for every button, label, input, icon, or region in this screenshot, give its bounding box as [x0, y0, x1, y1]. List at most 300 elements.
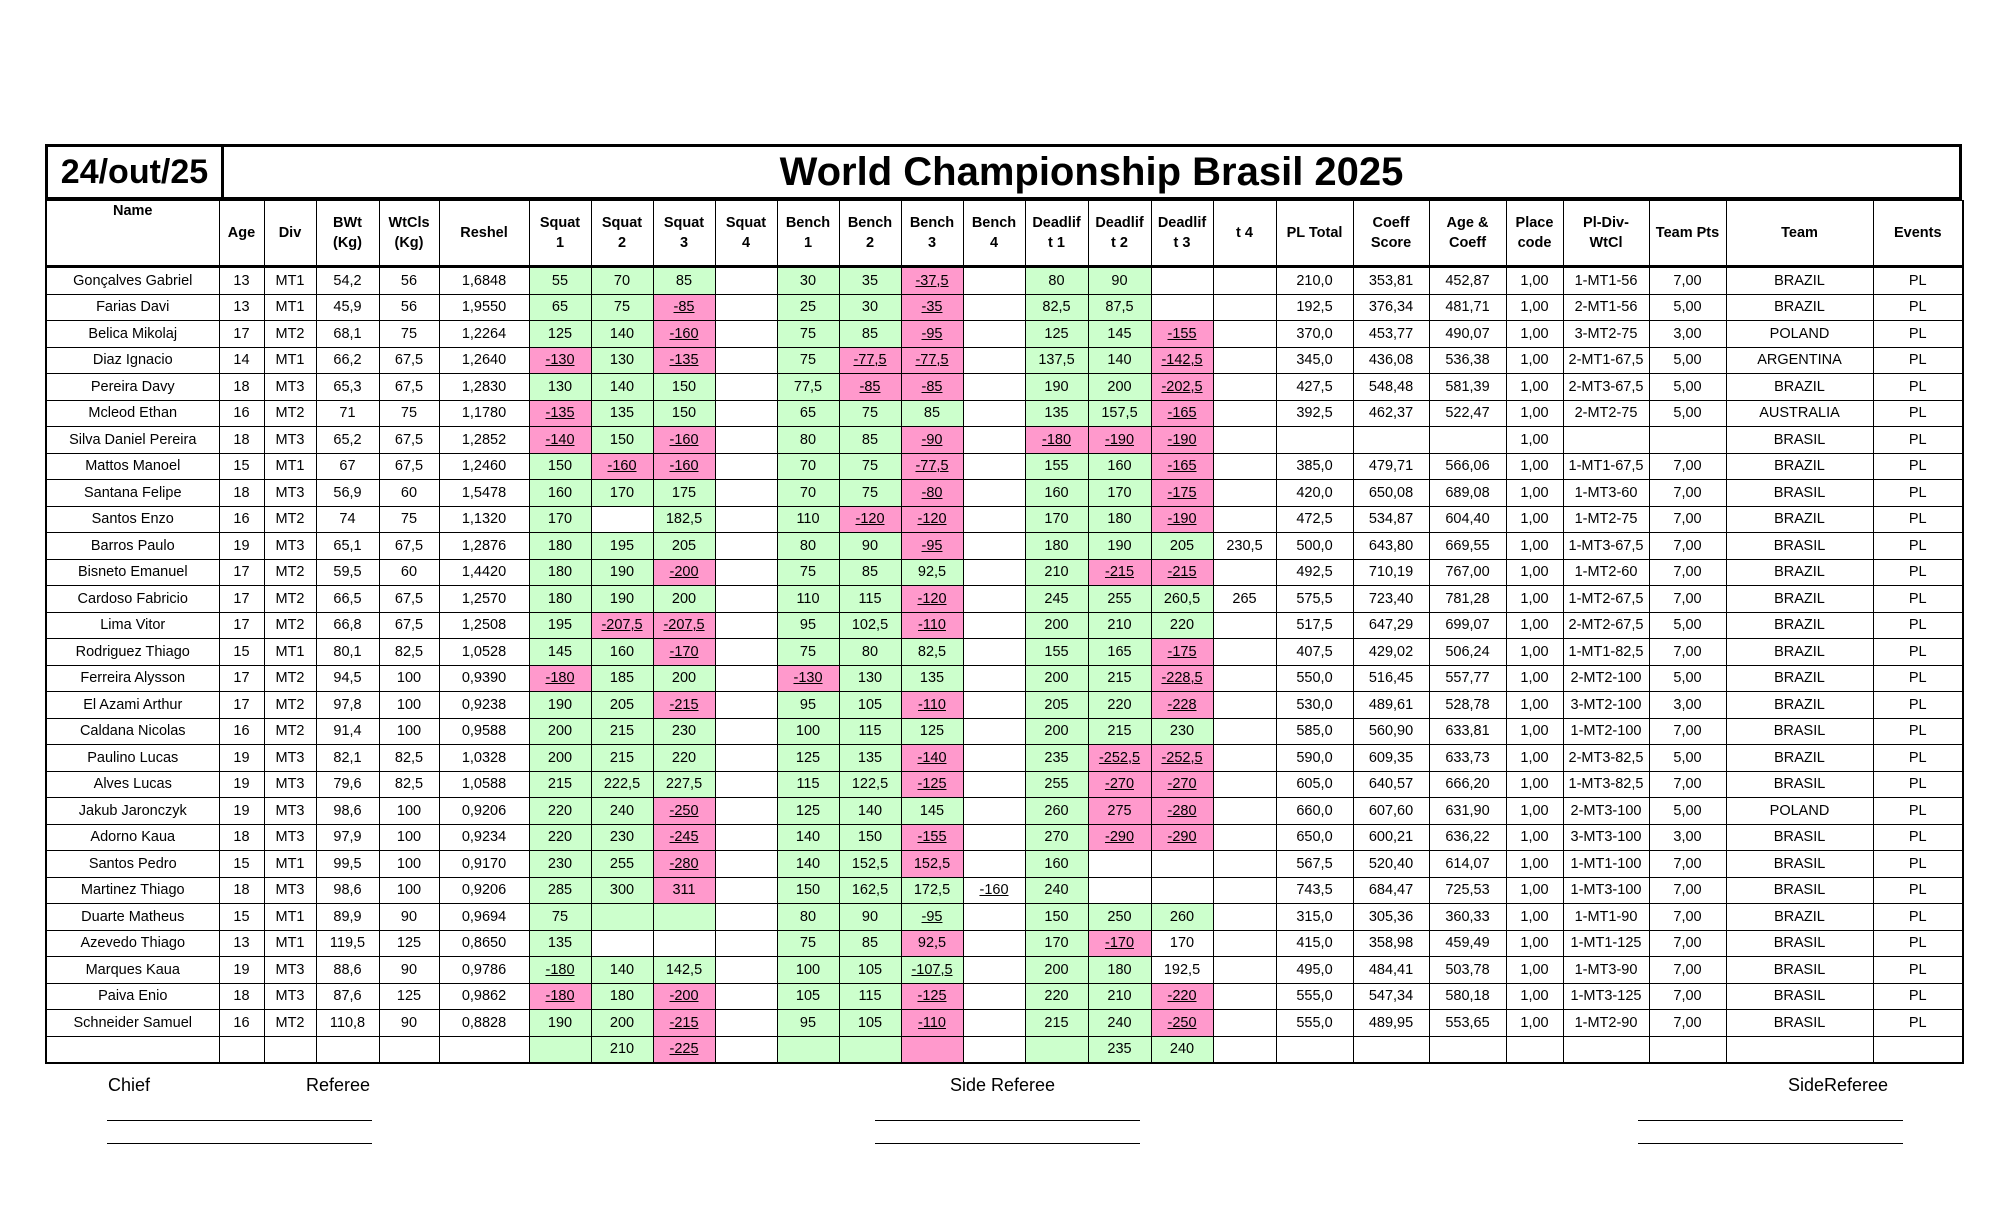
reshel-coeff: 1,2508 — [439, 612, 529, 639]
lift-attempt-cell — [1151, 1010, 1213, 1037]
pl-total: 555,0 — [1276, 983, 1353, 1010]
body-weight: 119,5 — [316, 930, 379, 957]
lift-attempt-cell — [653, 877, 715, 904]
division: MT2 — [264, 665, 316, 692]
age: 15 — [219, 851, 264, 878]
lift-attempt-value: -85 — [673, 299, 695, 316]
lift-attempt-cell — [529, 930, 591, 957]
place-code: 1,00 — [1506, 374, 1563, 401]
table-row — [46, 718, 1963, 745]
coeff-score: 305,36 — [1353, 904, 1429, 931]
lift-attempt-value: 220 — [671, 749, 697, 766]
pl-total: 192,5 — [1276, 294, 1353, 321]
lift-attempt-value: 220 — [547, 802, 573, 819]
lift-attempt-cell — [653, 824, 715, 851]
lift-attempt-value: 255 — [1107, 590, 1132, 607]
lift-attempt-value: 210 — [1044, 564, 1069, 581]
lift-attempt-cell — [839, 692, 901, 719]
lift-attempt-value: 75 — [799, 935, 817, 952]
lift-attempt-cell — [653, 904, 715, 931]
reshel-coeff: 0,8650 — [439, 930, 529, 957]
lift-attempt-value: 255 — [609, 855, 635, 872]
team-points: 7,00 — [1649, 930, 1726, 957]
lift-attempt-value: -207,5 — [601, 617, 643, 634]
lift-attempt-cell — [963, 718, 1025, 745]
results-table — [45, 200, 1964, 1064]
place-div-wtcl: 1-MT3-100 — [1563, 877, 1649, 904]
reshel-coeff: 0,9238 — [439, 692, 529, 719]
lift-attempt-value: -250 — [669, 802, 699, 819]
lift-attempt-cell — [1151, 877, 1213, 904]
lift-attempt-value: 230 — [547, 855, 573, 872]
table-row — [46, 453, 1963, 480]
lift-attempt-cell — [1025, 321, 1088, 348]
place-div-wtcl: 1-MT3-67,5 — [1563, 533, 1649, 560]
lift-attempt-cell — [963, 771, 1025, 798]
lift-attempt-cell — [839, 824, 901, 851]
lift-attempt-cell — [1088, 718, 1151, 745]
lift-attempt-value: 200 — [547, 723, 573, 740]
weight-class: 67,5 — [379, 347, 439, 374]
place-code: 1,00 — [1506, 718, 1563, 745]
athlete-name: Jakub Jaronczyk — [46, 798, 219, 825]
lift-attempt-cell — [1151, 639, 1213, 666]
lift-attempt-cell — [591, 930, 653, 957]
lift-attempt-cell — [653, 798, 715, 825]
pl-total: 585,0 — [1276, 718, 1353, 745]
lift-attempt-cell — [1088, 639, 1151, 666]
division: MT3 — [264, 480, 316, 507]
body-weight: 99,5 — [316, 851, 379, 878]
lift-attempt-cell — [1088, 877, 1151, 904]
title-bar — [45, 144, 1962, 200]
lift-attempt-value: -190 — [1167, 431, 1197, 448]
reshel-coeff: 1,1320 — [439, 506, 529, 533]
column-header: BWt (Kg) — [316, 201, 379, 267]
weight-class: 100 — [379, 718, 439, 745]
lift-attempt-cell — [963, 400, 1025, 427]
lift-attempt-cell — [901, 427, 963, 454]
coeff-score: 534,87 — [1353, 506, 1429, 533]
age: 17 — [219, 559, 264, 586]
team: BRAZIL — [1726, 612, 1873, 639]
age: 14 — [219, 347, 264, 374]
lift-attempt-value: -110 — [918, 617, 946, 634]
lift-attempt-value: 65 — [551, 299, 569, 316]
lift-attempt-value: 170 — [1107, 484, 1132, 501]
lift-attempt-value: 195 — [547, 617, 573, 634]
lift-attempt-value: 75 — [861, 458, 879, 475]
lift-attempt-cell — [839, 533, 901, 560]
weight-class: 82,5 — [379, 745, 439, 772]
team-points: 5,00 — [1649, 745, 1726, 772]
lift-attempt-value: 220 — [1107, 696, 1132, 713]
lift-attempt-value: -140 — [917, 749, 947, 766]
lift-attempt-cell — [901, 294, 963, 321]
division: MT1 — [264, 267, 316, 295]
lift-attempt-cell — [901, 983, 963, 1010]
age: 16 — [219, 400, 264, 427]
lift-attempt-cell — [591, 533, 653, 560]
lift-attempt-cell — [777, 480, 839, 507]
division: MT2 — [264, 612, 316, 639]
pl-total: 590,0 — [1276, 745, 1353, 772]
lift-attempt-cell — [1025, 718, 1088, 745]
lift-attempt-value: -160 — [669, 431, 699, 448]
lift-attempt-value: -190 — [1104, 431, 1135, 448]
lift-attempt-cell — [653, 586, 715, 613]
lift-attempt-value: 190 — [609, 590, 635, 607]
lift-attempt-cell — [715, 904, 777, 931]
lift-attempt-value: 110 — [796, 511, 820, 528]
lift-attempt-cell — [839, 506, 901, 533]
body-weight: 79,6 — [316, 771, 379, 798]
lift-attempt-cell — [963, 665, 1025, 692]
lift-attempt-value: 125 — [795, 802, 821, 819]
reshel-coeff: 1,2640 — [439, 347, 529, 374]
lift-attempt-cell — [1025, 771, 1088, 798]
place-div-wtcl: 3-MT2-100 — [1563, 692, 1649, 719]
lift-attempt-cell — [777, 957, 839, 984]
lift-attempt-value: 92,5 — [917, 935, 947, 952]
lift-attempt-cell — [591, 480, 653, 507]
lift-attempt-cell — [901, 639, 963, 666]
lift-attempt-value: 170 — [1044, 935, 1069, 952]
team: BRASIL — [1726, 718, 1873, 745]
weight-class: 67,5 — [379, 586, 439, 613]
lift-attempt-value: 180 — [1044, 537, 1069, 554]
lift-attempt-cell — [777, 506, 839, 533]
age-coeff: 360,33 — [1429, 904, 1506, 931]
lift-attempt-cell — [1213, 453, 1276, 480]
lift-attempt-value: 182,5 — [665, 511, 703, 528]
lift-attempt-cell — [529, 771, 591, 798]
lift-attempt-value: -180 — [545, 961, 575, 978]
athlete-name: Lima Vitor — [46, 612, 219, 639]
events: PL — [1873, 851, 1963, 878]
age-coeff: 522,47 — [1429, 400, 1506, 427]
lift-attempt-cell — [1151, 321, 1213, 348]
lift-attempt-cell — [529, 665, 591, 692]
events: PL — [1873, 427, 1963, 454]
age: 13 — [219, 930, 264, 957]
lift-attempt-cell — [591, 374, 653, 401]
column-header: Coeff Score — [1353, 201, 1429, 267]
lift-attempt-cell — [529, 321, 591, 348]
team: BRAZIL — [1726, 559, 1873, 586]
lift-attempt-cell — [1151, 612, 1213, 639]
lift-attempt-cell — [1213, 718, 1276, 745]
lift-attempt-cell — [715, 798, 777, 825]
lift-attempt-cell — [1151, 930, 1213, 957]
lift-attempt-value: -180 — [545, 670, 575, 687]
lift-attempt-cell — [1213, 665, 1276, 692]
lift-attempt-cell — [1025, 586, 1088, 613]
lift-attempt-value: -202,5 — [1161, 378, 1203, 395]
lift-attempt-cell — [653, 533, 715, 560]
age-coeff: 725,53 — [1429, 877, 1506, 904]
team-points: 5,00 — [1649, 347, 1726, 374]
lift-attempt-value: 70 — [799, 484, 817, 501]
lift-attempt-cell — [839, 851, 901, 878]
lift-attempt-cell — [839, 347, 901, 374]
body-weight: 97,9 — [316, 824, 379, 851]
lift-attempt-cell — [901, 930, 963, 957]
lift-attempt-cell — [1151, 745, 1213, 772]
lift-attempt-value: 85 — [861, 564, 879, 581]
reshel-coeff: 0,9588 — [439, 718, 529, 745]
reshel-coeff: 0,9170 — [439, 851, 529, 878]
body-weight: 82,1 — [316, 745, 379, 772]
team: BRASIL — [1726, 851, 1873, 878]
team-points: 7,00 — [1649, 533, 1726, 560]
lift-attempt-cell — [529, 559, 591, 586]
division: MT1 — [264, 904, 316, 931]
lift-attempt-cell — [777, 1010, 839, 1037]
lift-attempt-cell — [591, 877, 653, 904]
weight-class: 90 — [379, 1010, 439, 1037]
lift-attempt-value: -120 — [855, 511, 885, 528]
lift-attempt-cell — [529, 1036, 591, 1063]
athlete-name: Pereira Davy — [46, 374, 219, 401]
lift-attempt-value: -170 — [669, 643, 699, 660]
lift-attempt-cell — [1088, 374, 1151, 401]
column-header: Squat 2 — [591, 201, 653, 267]
lift-attempt-value: 160 — [547, 484, 573, 501]
coeff-score: 560,90 — [1353, 718, 1429, 745]
lift-attempt-value: 195 — [609, 537, 635, 554]
lift-attempt-cell — [963, 1036, 1025, 1063]
place-div-wtcl: 3-MT3-100 — [1563, 824, 1649, 851]
lift-attempt-cell — [715, 771, 777, 798]
team-points: 7,00 — [1649, 639, 1726, 666]
lift-attempt-cell — [1088, 957, 1151, 984]
table-row — [46, 559, 1963, 586]
team-points: 5,00 — [1649, 665, 1726, 692]
lift-attempt-value: 85 — [861, 325, 879, 342]
lift-attempt-value: 125 — [547, 325, 573, 342]
lift-attempt-value: 160 — [1044, 855, 1069, 872]
division: MT2 — [264, 559, 316, 586]
age: 13 — [219, 267, 264, 295]
lift-attempt-value: 210 — [1107, 617, 1132, 634]
team: BRASIL — [1726, 480, 1873, 507]
team: BRASIL — [1726, 771, 1873, 798]
weight-class: 100 — [379, 851, 439, 878]
lift-attempt-value: 270 — [1044, 829, 1069, 846]
lift-attempt-cell — [1151, 559, 1213, 586]
lift-attempt-value: -125 — [917, 776, 947, 793]
lift-attempt-cell — [1088, 798, 1151, 825]
lift-attempt-cell — [529, 612, 591, 639]
lift-attempt-cell — [1213, 321, 1276, 348]
lift-attempt-cell — [1213, 1036, 1276, 1063]
lift-attempt-value: -215 — [1167, 564, 1197, 581]
age: 13 — [219, 294, 264, 321]
lift-attempt-cell — [653, 559, 715, 586]
lift-attempt-cell — [1025, 453, 1088, 480]
lift-attempt-cell — [715, 506, 777, 533]
column-header: Bench 3 — [901, 201, 963, 267]
lift-attempt-cell — [777, 374, 839, 401]
header-row — [46, 201, 1963, 267]
lift-attempt-cell — [963, 559, 1025, 586]
place-div-wtcl — [1563, 427, 1649, 454]
lift-attempt-cell — [1213, 559, 1276, 586]
events: PL — [1873, 321, 1963, 348]
lift-attempt-cell — [901, 957, 963, 984]
events: PL — [1873, 957, 1963, 984]
lift-attempt-cell — [1088, 930, 1151, 957]
lift-attempt-cell — [715, 824, 777, 851]
pl-total: 650,0 — [1276, 824, 1353, 851]
age-coeff: 481,71 — [1429, 294, 1506, 321]
column-header: Squat 1 — [529, 201, 591, 267]
coeff-score: 643,80 — [1353, 533, 1429, 560]
lift-attempt-cell — [529, 692, 591, 719]
lift-attempt-cell — [1088, 506, 1151, 533]
lift-attempt-value: 145 — [1107, 325, 1132, 342]
team-points: 3,00 — [1649, 824, 1726, 851]
lift-attempt-cell — [963, 294, 1025, 321]
events: PL — [1873, 904, 1963, 931]
body-weight: 110,8 — [316, 1010, 379, 1037]
lift-attempt-value: 75 — [799, 564, 817, 581]
age-coeff: 581,39 — [1429, 374, 1506, 401]
lift-attempt-value: 25 — [799, 299, 817, 316]
age: 15 — [219, 639, 264, 666]
coeff-score — [1353, 1036, 1429, 1063]
reshel-coeff: 1,2460 — [439, 453, 529, 480]
body-weight: 45,9 — [316, 294, 379, 321]
lift-attempt-cell — [839, 665, 901, 692]
team-points: 3,00 — [1649, 321, 1726, 348]
lift-attempt-cell — [715, 612, 777, 639]
lift-attempt-cell — [1213, 983, 1276, 1010]
signature-line — [875, 1143, 1140, 1144]
column-header: Bench 1 — [777, 201, 839, 267]
lift-attempt-value: -125 — [917, 988, 947, 1005]
lift-attempt-cell — [1088, 851, 1151, 878]
lift-attempt-value: -228,5 — [1161, 670, 1203, 687]
lift-attempt-cell — [1088, 321, 1151, 348]
place-code: 1,00 — [1506, 559, 1563, 586]
team-points: 7,00 — [1649, 506, 1726, 533]
team: BRAZIL — [1726, 904, 1873, 931]
events: PL — [1873, 798, 1963, 825]
lift-attempt-value: 150 — [795, 882, 821, 899]
body-weight: 80,1 — [316, 639, 379, 666]
lift-attempt-cell — [963, 612, 1025, 639]
column-header: Bench 2 — [839, 201, 901, 267]
coeff-score: 600,21 — [1353, 824, 1429, 851]
place-div-wtcl: 1-MT3-82,5 — [1563, 771, 1649, 798]
lift-attempt-cell — [777, 930, 839, 957]
place-div-wtcl: 1-MT2-75 — [1563, 506, 1649, 533]
place-div-wtcl: 2-MT1-56 — [1563, 294, 1649, 321]
lift-attempt-cell — [715, 983, 777, 1010]
age: 16 — [219, 718, 264, 745]
table-row — [46, 824, 1963, 851]
lift-attempt-cell — [963, 347, 1025, 374]
events: PL — [1873, 665, 1963, 692]
column-header: WtCls (Kg) — [379, 201, 439, 267]
place-div-wtcl: 1-MT3-60 — [1563, 480, 1649, 507]
place-code: 1,00 — [1506, 983, 1563, 1010]
table-row — [46, 1036, 1963, 1063]
lift-attempt-value: 220 — [1044, 988, 1069, 1005]
table-row — [46, 267, 1963, 295]
lift-attempt-cell — [591, 692, 653, 719]
lift-attempt-cell — [591, 559, 653, 586]
weight-class: 100 — [379, 798, 439, 825]
lift-attempt-value: -180 — [545, 988, 575, 1005]
place-div-wtcl: 1-MT1-56 — [1563, 267, 1649, 295]
pl-total — [1276, 427, 1353, 454]
lift-attempt-cell — [1025, 1036, 1088, 1063]
lift-attempt-value: 150 — [547, 458, 573, 475]
body-weight: 65,1 — [316, 533, 379, 560]
pl-total: 385,0 — [1276, 453, 1353, 480]
column-header: Deadlif t 3 — [1151, 201, 1213, 267]
weight-class: 67,5 — [379, 612, 439, 639]
pl-total — [1276, 1036, 1353, 1063]
age-coeff: 459,49 — [1429, 930, 1506, 957]
events: PL — [1873, 453, 1963, 480]
column-header: t 4 — [1213, 201, 1276, 267]
lift-attempt-value: 85 — [861, 935, 879, 952]
lift-attempt-cell — [1088, 480, 1151, 507]
coeff-score: 462,37 — [1353, 400, 1429, 427]
lift-attempt-value: -35 — [921, 299, 943, 316]
lift-attempt-cell — [1088, 771, 1151, 798]
lift-attempt-cell — [1213, 745, 1276, 772]
lift-attempt-value: -270 — [1104, 776, 1135, 793]
referee-label: Referee — [306, 1075, 371, 1095]
table-row — [46, 427, 1963, 454]
lift-attempt-cell — [1151, 851, 1213, 878]
lift-attempt-cell — [777, 904, 839, 931]
lift-attempt-cell — [839, 930, 901, 957]
lift-attempt-value: -135 — [545, 405, 575, 422]
team: BRAZIL — [1726, 665, 1873, 692]
lift-attempt-cell — [1213, 798, 1276, 825]
lift-attempt-cell — [591, 798, 653, 825]
lift-attempt-cell — [591, 771, 653, 798]
body-weight: 54,2 — [316, 267, 379, 295]
lift-attempt-cell — [901, 374, 963, 401]
events: PL — [1873, 347, 1963, 374]
lift-attempt-cell — [901, 559, 963, 586]
lift-attempt-value: 145 — [919, 802, 945, 819]
division: MT2 — [264, 692, 316, 719]
lift-attempt-value: 230,5 — [1226, 537, 1263, 554]
lift-attempt-value: 70 — [613, 272, 631, 289]
lift-attempt-cell — [591, 294, 653, 321]
lift-attempt-cell — [1025, 639, 1088, 666]
coeff-score: 489,95 — [1353, 1010, 1429, 1037]
events: PL — [1873, 718, 1963, 745]
coeff-score: 376,34 — [1353, 294, 1429, 321]
lift-attempt-value: 235 — [1044, 749, 1069, 766]
lift-attempt-value: -160 — [669, 458, 699, 475]
pl-total: 472,5 — [1276, 506, 1353, 533]
signature-line — [875, 1120, 1140, 1121]
lift-attempt-value: 200 — [1044, 723, 1069, 740]
body-weight: 88,6 — [316, 957, 379, 984]
lift-attempt-value: 230 — [1169, 723, 1195, 740]
age-coeff: 781,28 — [1429, 586, 1506, 613]
